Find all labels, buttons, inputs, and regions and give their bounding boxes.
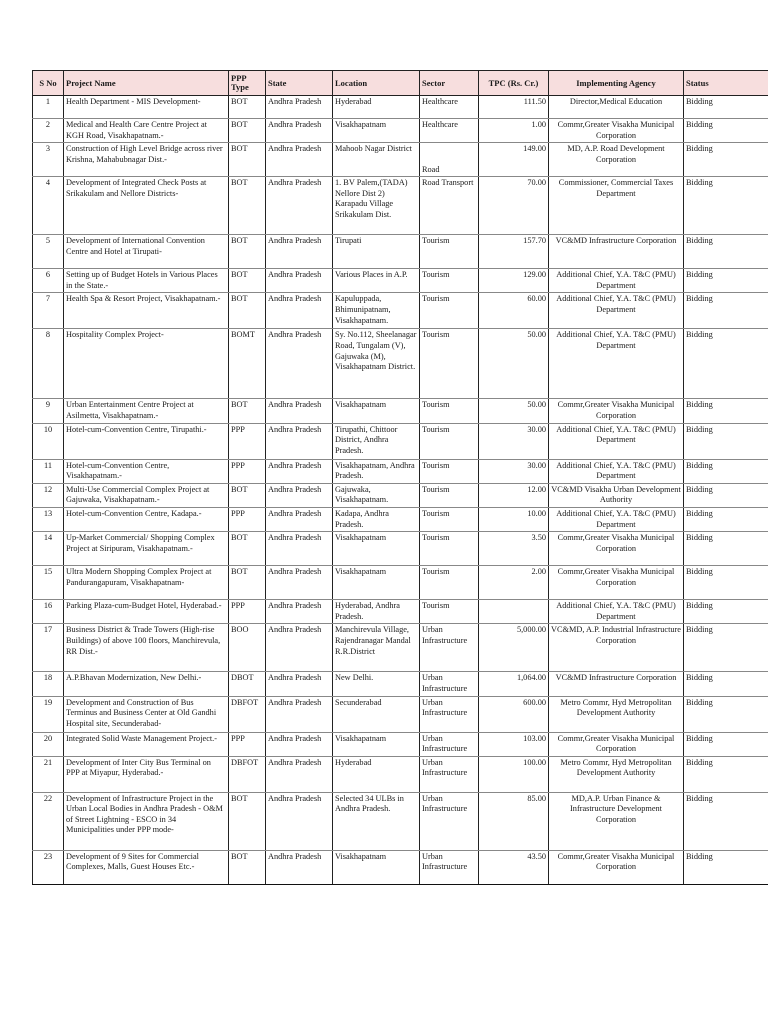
header-ppp-type: PPP Type: [229, 71, 266, 96]
cell-state: Andhra Pradesh: [266, 96, 333, 119]
projects-table: [32, 70, 768, 885]
table-row: [33, 269, 768, 293]
cell-sector: Tourism: [420, 293, 479, 329]
cell-sector: Tourism: [420, 269, 479, 293]
cell-tpc: 600.00: [479, 696, 549, 732]
cell-sector: Tourism: [420, 399, 479, 423]
cell-implementing-agency: Commissioner, Commercial Taxes Department: [549, 177, 684, 235]
cell-state: Andhra Pradesh: [266, 143, 333, 177]
cell-ppp-type: PPP: [229, 459, 266, 483]
cell-project-name: Development of International Convention Centre and Hotel at Tirupati-: [64, 235, 229, 269]
cell-sno: 16: [33, 600, 64, 624]
cell-location: Visakhapatnam: [333, 732, 420, 756]
cell-status: Bidding: [684, 459, 768, 483]
cell-sno: 17: [33, 624, 64, 672]
table-row: [33, 119, 768, 143]
cell-location: Gajuwaka, Visakhapatnam.: [333, 483, 420, 507]
cell-state: Andhra Pradesh: [266, 672, 333, 696]
cell-state: Andhra Pradesh: [266, 566, 333, 600]
cell-tpc: 1,064.00: [479, 672, 549, 696]
cell-sno: 7: [33, 293, 64, 329]
cell-tpc: 10.00: [479, 507, 549, 531]
cell-sector: Tourism: [420, 483, 479, 507]
cell-sno: 8: [33, 329, 64, 399]
cell-location: Visakhapatnam: [333, 850, 420, 884]
cell-project-name: Development of Infrastructure Project in the Urban Local Bodies in Andhra Pradesh - O&M of Street Lightning - ESCO in 34 Municipalities under PPP mode-: [64, 792, 229, 850]
cell-state: Andhra Pradesh: [266, 459, 333, 483]
table-row: [33, 329, 768, 399]
cell-state: Andhra Pradesh: [266, 600, 333, 624]
cell-project-name: Business District & Trade Towers (High-rise Buildings) of above 100 floors, Manchirevula, RR Dist.-: [64, 624, 229, 672]
cell-implementing-agency: Metro Commr, Hyd Metropolitan Development Authority: [549, 756, 684, 792]
cell-sector: Tourism: [420, 507, 479, 531]
cell-state: Andhra Pradesh: [266, 507, 333, 531]
cell-status: Bidding: [684, 96, 768, 119]
cell-project-name: Development of Inter City Bus Terminal on PPP at Miyapur, Hyderabad.-: [64, 756, 229, 792]
cell-sno: 2: [33, 119, 64, 143]
cell-implementing-agency: Additional Chief, Y.A. T&C (PMU) Department: [549, 459, 684, 483]
cell-sno: 14: [33, 532, 64, 566]
cell-ppp-type: DBFOT: [229, 696, 266, 732]
table-row: [33, 423, 768, 459]
cell-ppp-type: DBOT: [229, 672, 266, 696]
cell-implementing-agency: Commr,Greater Visakha Municipal Corporation: [549, 850, 684, 884]
cell-sector: Urban Infrastructure: [420, 756, 479, 792]
cell-tpc: 149.00: [479, 143, 549, 177]
cell-tpc: 50.00: [479, 399, 549, 423]
cell-state: Andhra Pradesh: [266, 119, 333, 143]
cell-tpc: 111.50: [479, 96, 549, 119]
cell-tpc: 85.00: [479, 792, 549, 850]
cell-location: Selected 34 ULBs in Andhra Pradesh.: [333, 792, 420, 850]
cell-status: Bidding: [684, 177, 768, 235]
cell-implementing-agency: Commr,Greater Visakha Municipal Corporation: [549, 399, 684, 423]
cell-ppp-type: DBFOT: [229, 756, 266, 792]
table-row: [33, 235, 768, 269]
cell-project-name: Urban Entertainment Centre Project at Asilmetta, Visakhapatnam.-: [64, 399, 229, 423]
cell-project-name: A.P.Bhavan Modernization, New Delhi.-: [64, 672, 229, 696]
cell-implementing-agency: Additional Chief, Y.A. T&C (PMU) Department: [549, 423, 684, 459]
cell-tpc: 100.00: [479, 756, 549, 792]
cell-tpc: [479, 600, 549, 624]
cell-ppp-type: BOT: [229, 399, 266, 423]
cell-implementing-agency: MD,A.P. Urban Finance & Infrastructure Development Corporation: [549, 792, 684, 850]
cell-sector: Tourism: [420, 532, 479, 566]
cell-implementing-agency: Director,Medical Education: [549, 96, 684, 119]
cell-sno: 19: [33, 696, 64, 732]
cell-project-name: Hotel-cum-Convention Centre, Tirupathi.-: [64, 423, 229, 459]
cell-sector: Urban Infrastructure: [420, 850, 479, 884]
cell-tpc: 129.00: [479, 269, 549, 293]
cell-location: Tirupati: [333, 235, 420, 269]
cell-implementing-agency: Commr,Greater Visakha Municipal Corporation: [549, 566, 684, 600]
cell-location: Visakhapatnam, Andhra Pradesh.: [333, 459, 420, 483]
cell-sno: 13: [33, 507, 64, 531]
cell-status: Bidding: [684, 269, 768, 293]
cell-sector: Urban Infrastructure: [420, 732, 479, 756]
table-row: [33, 96, 768, 119]
cell-status: Bidding: [684, 143, 768, 177]
cell-location: Secunderabad: [333, 696, 420, 732]
cell-sector: Tourism: [420, 423, 479, 459]
cell-tpc: 30.00: [479, 423, 549, 459]
cell-status: Bidding: [684, 532, 768, 566]
cell-state: Andhra Pradesh: [266, 399, 333, 423]
cell-implementing-agency: Additional Chief, Y.A. T&C (PMU) Department: [549, 293, 684, 329]
cell-state: Andhra Pradesh: [266, 850, 333, 884]
cell-project-name: Ultra Modern Shopping Complex Project at Pandurangapuram, Visakhapatnam-: [64, 566, 229, 600]
cell-ppp-type: PPP: [229, 507, 266, 531]
cell-implementing-agency: Additional Chief, Y.A. T&C (PMU) Department: [549, 600, 684, 624]
header-tpc: TPC (Rs. Cr.): [479, 71, 549, 96]
cell-project-name: Setting up of Budget Hotels in Various Places in the State.-: [64, 269, 229, 293]
cell-ppp-type: BOT: [229, 235, 266, 269]
cell-implementing-agency: Commr,Greater Visakha Municipal Corporation: [549, 119, 684, 143]
cell-sector: Road Transport: [420, 177, 479, 235]
table-row: [33, 696, 768, 732]
cell-sector: Urban Infrastructure: [420, 792, 479, 850]
cell-ppp-type: BOT: [229, 850, 266, 884]
cell-state: Andhra Pradesh: [266, 483, 333, 507]
cell-sno: 5: [33, 235, 64, 269]
cell-location: Sy. No.112, Sheelanagar Road, Tungalam (V), Gajuwaka (M), Visakhapatnam District.: [333, 329, 420, 399]
cell-implementing-agency: Metro Commr, Hyd Metropolitan Development Authority: [549, 696, 684, 732]
table-row: [33, 600, 768, 624]
cell-status: Bidding: [684, 696, 768, 732]
cell-tpc: 60.00: [479, 293, 549, 329]
cell-status: Bidding: [684, 732, 768, 756]
cell-sector: Healthcare: [420, 119, 479, 143]
cell-project-name: Up-Market Commercial/ Shopping Complex Project at Siripuram, Visakhapatnam.-: [64, 532, 229, 566]
cell-state: Andhra Pradesh: [266, 423, 333, 459]
cell-status: Bidding: [684, 600, 768, 624]
cell-location: Visakhapatnam: [333, 119, 420, 143]
cell-status: Bidding: [684, 507, 768, 531]
cell-ppp-type: BOT: [229, 532, 266, 566]
cell-status: Bidding: [684, 792, 768, 850]
cell-state: Andhra Pradesh: [266, 792, 333, 850]
cell-implementing-agency: VC&MD Infrastructure Corporation: [549, 672, 684, 696]
cell-sno: 18: [33, 672, 64, 696]
cell-project-name: Health Department - MIS Development-: [64, 96, 229, 119]
cell-implementing-agency: VC&MD, A.P. Industrial Infrastructure Corporation: [549, 624, 684, 672]
cell-project-name: Hospitality Complex Project-: [64, 329, 229, 399]
cell-project-name: Medical and Health Care Centre Project at KGH Road, Visakhapatnam.-: [64, 119, 229, 143]
cell-state: Andhra Pradesh: [266, 177, 333, 235]
table-row: [33, 177, 768, 235]
cell-ppp-type: BOT: [229, 269, 266, 293]
cell-location: Hyderabad, Andhra Pradesh.: [333, 600, 420, 624]
table-row: [33, 483, 768, 507]
table-row: [33, 756, 768, 792]
cell-sno: 6: [33, 269, 64, 293]
cell-implementing-agency: Additional Chief, Y.A. T&C (PMU) Department: [549, 507, 684, 531]
cell-location: Kadapa, Andhra Pradesh.: [333, 507, 420, 531]
cell-state: Andhra Pradesh: [266, 732, 333, 756]
cell-ppp-type: PPP: [229, 423, 266, 459]
cell-location: Kapuluppada, Bhimunipatnam, Visakhapatnam.: [333, 293, 420, 329]
cell-project-name: Integrated Solid Waste Management Project.-: [64, 732, 229, 756]
cell-sno: 23: [33, 850, 64, 884]
cell-tpc: 30.00: [479, 459, 549, 483]
header-state: State: [266, 71, 333, 96]
cell-ppp-type: PPP: [229, 732, 266, 756]
cell-sector: Urban Infrastructure: [420, 696, 479, 732]
header-status: Status: [684, 71, 768, 96]
cell-implementing-agency: Commr,Greater Visakha Municipal Corporation: [549, 732, 684, 756]
cell-tpc: 50.00: [479, 329, 549, 399]
cell-state: Andhra Pradesh: [266, 293, 333, 329]
cell-sno: 21: [33, 756, 64, 792]
cell-state: Andhra Pradesh: [266, 696, 333, 732]
header-sector: Sector: [420, 71, 479, 96]
cell-sno: 20: [33, 732, 64, 756]
cell-sector: Tourism: [420, 329, 479, 399]
cell-sector: Urban Infrastructure: [420, 672, 479, 696]
cell-ppp-type: PPP: [229, 600, 266, 624]
cell-location: Mahoob Nagar District: [333, 143, 420, 177]
cell-implementing-agency: VC&MD Infrastructure Corporation: [549, 235, 684, 269]
cell-sno: 9: [33, 399, 64, 423]
header-implementing-agency: Implementing Agency: [549, 71, 684, 96]
cell-location: Hyderabad: [333, 96, 420, 119]
cell-ppp-type: BOT: [229, 96, 266, 119]
cell-implementing-agency: Additional Chief, Y.A. T&C (PMU) Department: [549, 269, 684, 293]
cell-location: Visakhapatnam: [333, 566, 420, 600]
table-row: [33, 672, 768, 696]
cell-status: Bidding: [684, 235, 768, 269]
cell-sector: Tourism: [420, 600, 479, 624]
header-location: Location: [333, 71, 420, 96]
table-row: [33, 532, 768, 566]
table-row: [33, 293, 768, 329]
cell-ppp-type: BOT: [229, 293, 266, 329]
table-row: [33, 399, 768, 423]
cell-state: Andhra Pradesh: [266, 329, 333, 399]
table-row: [33, 792, 768, 850]
cell-status: Bidding: [684, 483, 768, 507]
cell-location: Hyderabad: [333, 756, 420, 792]
cell-project-name: Construction of High Level Bridge across river Krishna, Mahabubnagar Dist.-: [64, 143, 229, 177]
cell-project-name: Hotel-cum-Convention Centre, Visakhapatnam.-: [64, 459, 229, 483]
cell-ppp-type: BOMT: [229, 329, 266, 399]
cell-sector: Tourism: [420, 235, 479, 269]
cell-tpc: 3.50: [479, 532, 549, 566]
cell-sno: 12: [33, 483, 64, 507]
cell-tpc: 1.00: [479, 119, 549, 143]
cell-state: Andhra Pradesh: [266, 532, 333, 566]
cell-ppp-type: BOT: [229, 143, 266, 177]
cell-sno: 11: [33, 459, 64, 483]
cell-status: Bidding: [684, 329, 768, 399]
cell-status: Bidding: [684, 850, 768, 884]
cell-state: Andhra Pradesh: [266, 269, 333, 293]
cell-ppp-type: BOT: [229, 483, 266, 507]
table-row: [33, 624, 768, 672]
cell-status: Bidding: [684, 566, 768, 600]
cell-implementing-agency: VC&MD Visakha Urban Development Authority: [549, 483, 684, 507]
cell-tpc: 2.00: [479, 566, 549, 600]
cell-status: Bidding: [684, 399, 768, 423]
cell-tpc: 157.70: [479, 235, 549, 269]
cell-location: 1. BV Palem,(TADA) Nellore Dist 2) Karapadu Village Srikakulam Dist.: [333, 177, 420, 235]
cell-sector: Urban Infrastructure: [420, 624, 479, 672]
cell-status: Bidding: [684, 119, 768, 143]
cell-project-name: Parking Plaza-cum-Budget Hotel, Hyderabad.-: [64, 600, 229, 624]
cell-implementing-agency: Additional Chief, Y.A. T&C (PMU) Department: [549, 329, 684, 399]
header-sno: S No: [33, 71, 64, 96]
cell-state: Andhra Pradesh: [266, 624, 333, 672]
cell-sector: Tourism: [420, 459, 479, 483]
table-row: [33, 507, 768, 531]
table-row: [33, 459, 768, 483]
cell-location: Various Places in A.P.: [333, 269, 420, 293]
cell-sno: 22: [33, 792, 64, 850]
cell-sno: 15: [33, 566, 64, 600]
table-row: [33, 566, 768, 600]
cell-sector: Tourism: [420, 566, 479, 600]
cell-sno: 1: [33, 96, 64, 119]
cell-status: Bidding: [684, 756, 768, 792]
cell-tpc: 12.00: [479, 483, 549, 507]
header-row: [33, 71, 768, 96]
cell-sno: 4: [33, 177, 64, 235]
cell-status: Bidding: [684, 624, 768, 672]
cell-location: Tirupathi, Chittoor District, Andhra Pradesh.: [333, 423, 420, 459]
cell-project-name: Development of 9 Sites for Commercial Complexes, Malls, Guest Houses Etc.-: [64, 850, 229, 884]
cell-project-name: Development of Integrated Check Posts at Srikakulam and Nellore Districts-: [64, 177, 229, 235]
cell-sector: Healthcare: [420, 96, 479, 119]
cell-location: Manchirevula Village, Rajendranagar Mandal R.R.District: [333, 624, 420, 672]
cell-location: Visakhapatnam: [333, 532, 420, 566]
cell-project-name: Hotel-cum-Convention Centre, Kadapa.-: [64, 507, 229, 531]
cell-ppp-type: BOO: [229, 624, 266, 672]
cell-ppp-type: BOT: [229, 566, 266, 600]
cell-tpc: 43.50: [479, 850, 549, 884]
table-row: [33, 732, 768, 756]
cell-tpc: 103.00: [479, 732, 549, 756]
cell-tpc: 5,000.00: [479, 624, 549, 672]
cell-ppp-type: BOT: [229, 177, 266, 235]
cell-ppp-type: BOT: [229, 792, 266, 850]
table-row: [33, 143, 768, 177]
cell-project-name: Health Spa & Resort Project, Visakhapatnam.-: [64, 293, 229, 329]
cell-sector: Road: [420, 143, 479, 177]
cell-implementing-agency: Commr,Greater Visakha Municipal Corporation: [549, 532, 684, 566]
cell-sno: 3: [33, 143, 64, 177]
table-row: [33, 850, 768, 884]
cell-location: Visakhapatnam: [333, 399, 420, 423]
cell-project-name: Multi-Use Commercial Complex Project at Gajuwaka, Visakhapatnam.-: [64, 483, 229, 507]
cell-sno: 10: [33, 423, 64, 459]
cell-status: Bidding: [684, 293, 768, 329]
cell-state: Andhra Pradesh: [266, 235, 333, 269]
cell-project-name: Development and Construction of Bus Terminus and Business Center at Old Gandhi Hospital site, Secunderabad-: [64, 696, 229, 732]
cell-status: Bidding: [684, 423, 768, 459]
header-project-name: Project Name: [64, 71, 229, 96]
cell-state: Andhra Pradesh: [266, 756, 333, 792]
cell-ppp-type: BOT: [229, 119, 266, 143]
cell-status: Bidding: [684, 672, 768, 696]
cell-tpc: 70.00: [479, 177, 549, 235]
cell-location: New Delhi.: [333, 672, 420, 696]
cell-implementing-agency: MD, A.P. Road Development Corporation: [549, 143, 684, 177]
